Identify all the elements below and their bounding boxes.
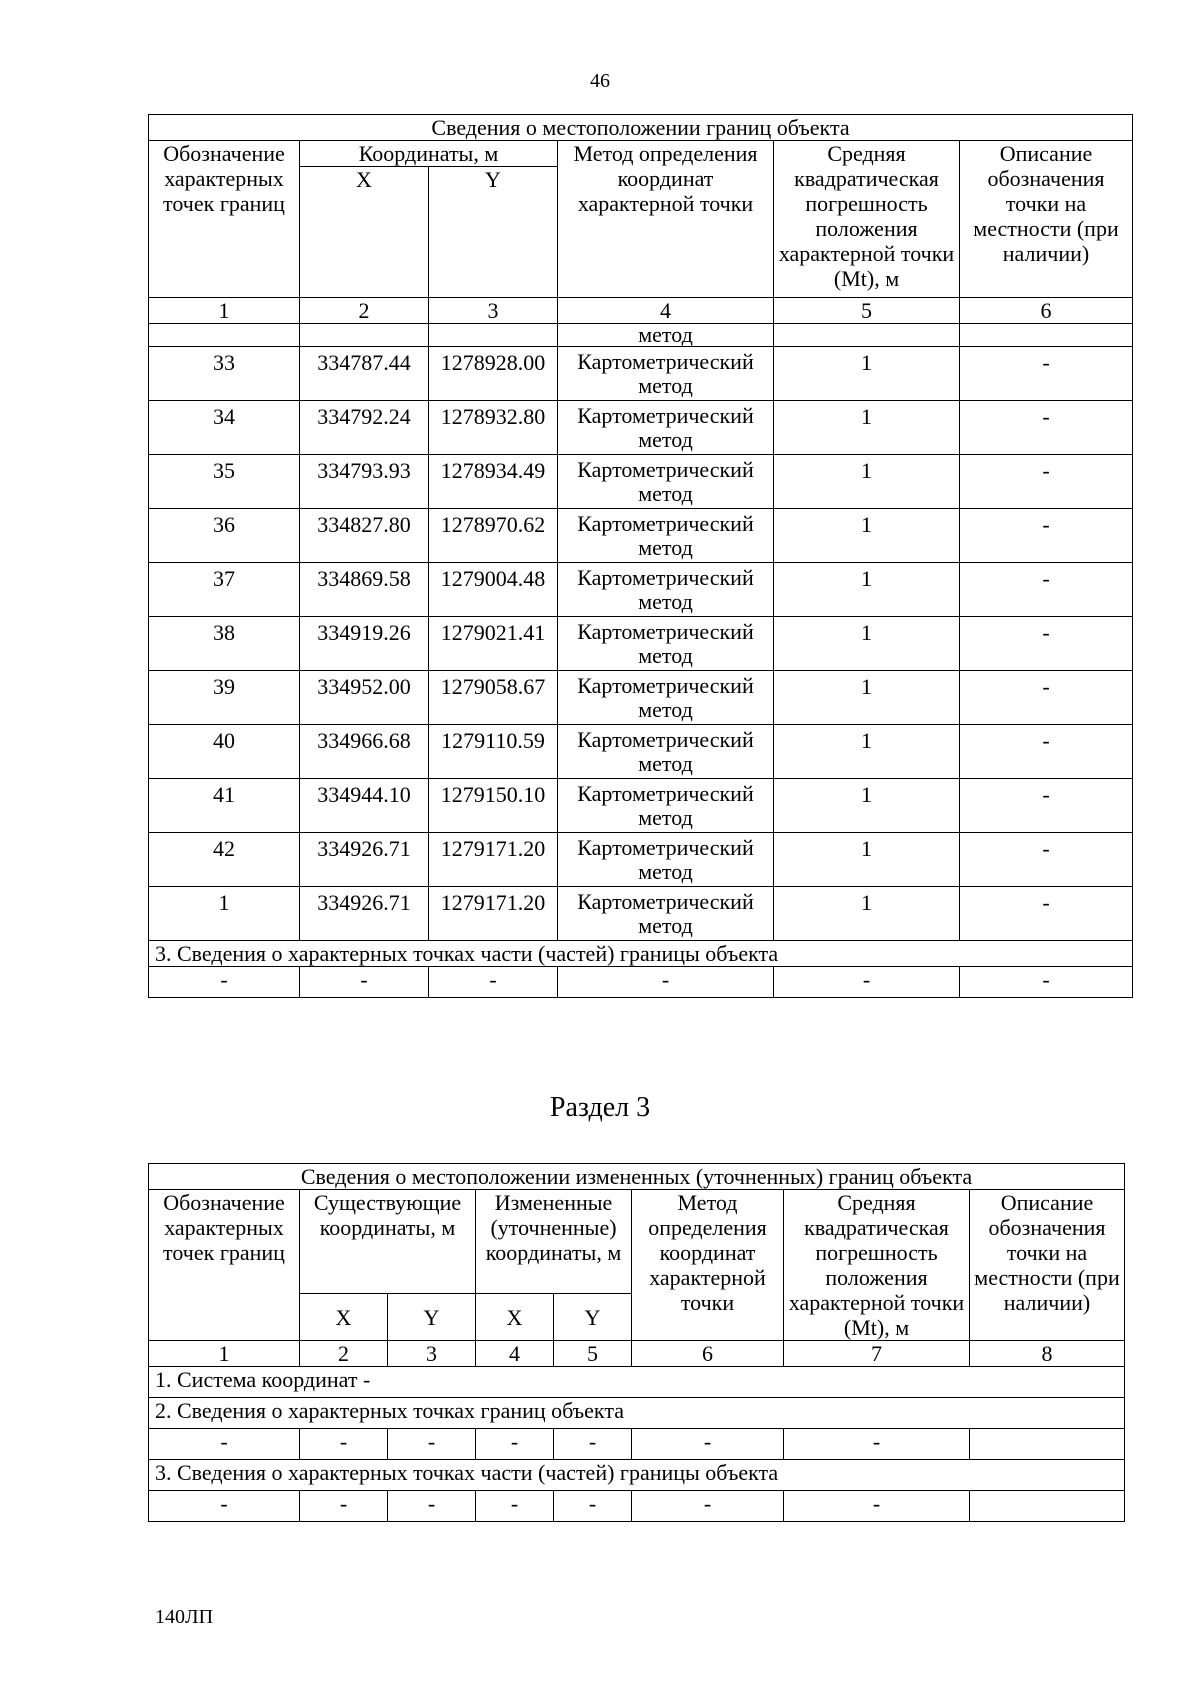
desc-cell: - bbox=[960, 671, 1133, 725]
section3-empty-row bbox=[149, 1491, 1125, 1522]
y-cell: 1279150.10 bbox=[429, 779, 558, 833]
section2-row bbox=[149, 1398, 1125, 1429]
y-cell: 1279021.41 bbox=[429, 617, 558, 671]
table-title: Сведения о местоположении границ объекта bbox=[149, 115, 1133, 141]
method-cell bbox=[558, 887, 774, 941]
method-cell bbox=[558, 779, 774, 833]
table-row bbox=[149, 509, 1133, 563]
method-line-1: Картометрический bbox=[577, 349, 754, 374]
header-x: X bbox=[300, 1294, 388, 1341]
section-title: Раздел 3 bbox=[549, 1092, 651, 1123]
continuation-method: метод bbox=[558, 324, 774, 347]
y-cell: 1279004.48 bbox=[429, 563, 558, 617]
method-line-2: метод bbox=[638, 535, 693, 560]
method-cell bbox=[558, 347, 774, 401]
header-error: Средняя квадратическая погрешность положения характерной точки (Mt), м bbox=[774, 141, 960, 298]
section3-empty-row bbox=[149, 967, 1133, 998]
section2-label: 2. Сведения о характерных точках границ объекта bbox=[149, 1398, 1125, 1429]
mt-cell: 1 bbox=[774, 725, 960, 779]
col-number: 6 bbox=[960, 298, 1133, 324]
header-desc: Описание обозначения точки на местности (при наличии) bbox=[960, 141, 1133, 298]
method-line-1: Картометрический bbox=[577, 889, 754, 914]
method-line-1: Картометрический bbox=[577, 565, 754, 590]
y-cell: 1278932.80 bbox=[429, 401, 558, 455]
empty-cell: - bbox=[149, 967, 300, 998]
x-cell: 334787.44 bbox=[300, 347, 429, 401]
coord-system-row bbox=[149, 1367, 1125, 1398]
point-cell: 1 bbox=[149, 887, 300, 941]
mt-cell: 1 bbox=[774, 347, 960, 401]
table-row bbox=[149, 671, 1133, 725]
method-line-1: Картометрический bbox=[577, 403, 754, 428]
table-title-row bbox=[149, 115, 1133, 141]
method-cell bbox=[558, 563, 774, 617]
section3-label: 3. Сведения о характерных точках части (частей) границы объекта bbox=[149, 1460, 1125, 1491]
empty-cell: - bbox=[300, 967, 429, 998]
col-number: 3 bbox=[388, 1341, 476, 1367]
point-cell: 34 bbox=[149, 401, 300, 455]
x-cell: 334944.10 bbox=[300, 779, 429, 833]
method-line-1: Картометрический bbox=[577, 781, 754, 806]
point-cell: 38 bbox=[149, 617, 300, 671]
changed-boundary-table bbox=[148, 1163, 1125, 1522]
mt-cell: 1 bbox=[774, 617, 960, 671]
method-line-1: Картометрический bbox=[577, 727, 754, 752]
point-cell: 35 bbox=[149, 455, 300, 509]
empty-cell: - bbox=[476, 1429, 554, 1460]
x-cell: 334793.93 bbox=[300, 455, 429, 509]
method-line-2: метод bbox=[638, 859, 693, 884]
col-number: 4 bbox=[558, 298, 774, 324]
method-line-1: Картометрический bbox=[577, 673, 754, 698]
desc-cell: - bbox=[960, 779, 1133, 833]
section3-label: 3. Сведения о характерных точках части (частей) границы объекта bbox=[149, 941, 1133, 967]
mt-cell: 1 bbox=[774, 671, 960, 725]
point-cell: 37 bbox=[149, 563, 300, 617]
col-number: 1 bbox=[149, 1341, 300, 1367]
point-cell: 42 bbox=[149, 833, 300, 887]
desc-cell: - bbox=[960, 887, 1133, 941]
mt-cell: 1 bbox=[774, 833, 960, 887]
header-coords: Координаты, м bbox=[300, 141, 558, 167]
method-line-2: метод bbox=[638, 373, 693, 398]
method-cell bbox=[558, 617, 774, 671]
method-line-2: метод bbox=[638, 427, 693, 452]
col-number: 3 bbox=[429, 298, 558, 324]
desc-cell: - bbox=[960, 563, 1133, 617]
empty-cell: - bbox=[149, 1491, 300, 1522]
column-numbers-row bbox=[149, 1341, 1125, 1367]
col-number: 6 bbox=[632, 1341, 784, 1367]
method-line-2: метод bbox=[638, 805, 693, 830]
method-line-2: метод bbox=[638, 913, 693, 938]
mt-cell: 1 bbox=[774, 563, 960, 617]
col-number: 5 bbox=[554, 1341, 632, 1367]
point-cell: 39 bbox=[149, 671, 300, 725]
empty-cell: - bbox=[388, 1491, 476, 1522]
section3-row bbox=[149, 941, 1133, 967]
header-row bbox=[149, 1190, 1125, 1294]
section3-row bbox=[149, 1460, 1125, 1491]
table-row bbox=[149, 401, 1133, 455]
empty-cell: - bbox=[960, 967, 1133, 998]
method-cell bbox=[558, 401, 774, 455]
mt-cell: 1 bbox=[774, 887, 960, 941]
method-line-2: метод bbox=[638, 751, 693, 776]
x-cell: 334919.26 bbox=[300, 617, 429, 671]
desc-cell: - bbox=[960, 617, 1133, 671]
y-cell: 1279058.67 bbox=[429, 671, 558, 725]
table-row bbox=[149, 563, 1133, 617]
table-row bbox=[149, 617, 1133, 671]
header-error: Средняя квадратическая погрешность положения характерной точки (Mt), м bbox=[784, 1190, 970, 1341]
empty-cell: - bbox=[300, 1491, 388, 1522]
point-cell: 33 bbox=[149, 347, 300, 401]
desc-cell: - bbox=[960, 509, 1133, 563]
empty-cell: - bbox=[784, 1491, 970, 1522]
col-number: 8 bbox=[970, 1341, 1125, 1367]
table-row bbox=[149, 887, 1133, 941]
method-cell bbox=[558, 671, 774, 725]
desc-cell: - bbox=[960, 455, 1133, 509]
table-row bbox=[149, 725, 1133, 779]
col-number: 2 bbox=[300, 1341, 388, 1367]
empty-cell: - bbox=[632, 1491, 784, 1522]
document-code: 140ЛП bbox=[155, 1606, 214, 1628]
mt-cell: 1 bbox=[774, 509, 960, 563]
mt-cell: 1 bbox=[774, 455, 960, 509]
point-cell: 40 bbox=[149, 725, 300, 779]
table-row bbox=[149, 347, 1133, 401]
empty-cell: - bbox=[632, 1429, 784, 1460]
table-row bbox=[149, 455, 1133, 509]
header-existing: Существующие координаты, м bbox=[300, 1190, 476, 1294]
method-cell bbox=[558, 833, 774, 887]
x-cell: 334792.24 bbox=[300, 401, 429, 455]
method-cell bbox=[558, 725, 774, 779]
method-line-2: метод bbox=[638, 589, 693, 614]
table-row bbox=[149, 779, 1133, 833]
method-line-2: метод bbox=[638, 697, 693, 722]
method-line-1: Картометрический bbox=[577, 457, 754, 482]
table-title-row bbox=[149, 1164, 1125, 1190]
y-cell: 1279171.20 bbox=[429, 887, 558, 941]
method-line-1: Картометрический bbox=[577, 619, 754, 644]
y-cell: 1279171.20 bbox=[429, 833, 558, 887]
header-changed: Измененные (уточненные) координаты, м bbox=[476, 1190, 632, 1294]
header-y: Y bbox=[429, 167, 558, 298]
empty-cell: - bbox=[429, 967, 558, 998]
header-y: Y bbox=[388, 1294, 476, 1341]
empty-cell: - bbox=[300, 1429, 388, 1460]
table-row bbox=[149, 833, 1133, 887]
empty-cell: - bbox=[774, 967, 960, 998]
method-line-1: Картометрический bbox=[577, 511, 754, 536]
col-number: 1 bbox=[149, 298, 300, 324]
section2-empty-row bbox=[149, 1429, 1125, 1460]
mt-cell: 1 bbox=[774, 779, 960, 833]
y-cell: 1278934.49 bbox=[429, 455, 558, 509]
point-cell: 41 bbox=[149, 779, 300, 833]
header-desc: Описание обозначения точки на местности (при наличии) bbox=[970, 1190, 1125, 1341]
desc-cell: - bbox=[960, 401, 1133, 455]
column-numbers-row bbox=[149, 298, 1133, 324]
header-y: Y bbox=[554, 1294, 632, 1341]
method-cell bbox=[558, 509, 774, 563]
col-number: 7 bbox=[784, 1341, 970, 1367]
y-cell: 1279110.59 bbox=[429, 725, 558, 779]
empty-cell: - bbox=[558, 967, 774, 998]
empty-cell bbox=[970, 1491, 1125, 1522]
empty-cell: - bbox=[476, 1491, 554, 1522]
boundary-table bbox=[148, 114, 1133, 998]
point-cell: 36 bbox=[149, 509, 300, 563]
mt-cell: 1 bbox=[774, 401, 960, 455]
method-line-2: метод bbox=[638, 481, 693, 506]
page-number: 46 bbox=[590, 70, 610, 92]
method-line-2: метод bbox=[638, 643, 693, 668]
col-number: 5 bbox=[774, 298, 960, 324]
desc-cell: - bbox=[960, 833, 1133, 887]
continuation-row bbox=[149, 324, 1133, 347]
method-line-1: Картометрический bbox=[577, 835, 754, 860]
empty-cell: - bbox=[554, 1491, 632, 1522]
header-point: Обозначение характерных точек границ bbox=[149, 141, 300, 298]
y-cell: 1278928.00 bbox=[429, 347, 558, 401]
header-x: X bbox=[476, 1294, 554, 1341]
header-x: X bbox=[300, 167, 429, 298]
x-cell: 334966.68 bbox=[300, 725, 429, 779]
desc-cell: - bbox=[960, 725, 1133, 779]
desc-cell: - bbox=[960, 347, 1133, 401]
x-cell: 334926.71 bbox=[300, 833, 429, 887]
empty-cell: - bbox=[388, 1429, 476, 1460]
header-method: Метод определения координат характерной точки bbox=[632, 1190, 784, 1341]
coord-system-label: 1. Система координат - bbox=[149, 1367, 1125, 1398]
x-cell: 334869.58 bbox=[300, 563, 429, 617]
header-point: Обозначение характерных точек границ bbox=[149, 1190, 300, 1341]
y-cell: 1278970.62 bbox=[429, 509, 558, 563]
x-cell: 334952.00 bbox=[300, 671, 429, 725]
method-cell bbox=[558, 455, 774, 509]
col-number: 4 bbox=[476, 1341, 554, 1367]
table-title: Сведения о местоположении измененных (уточненных) границ объекта bbox=[149, 1164, 1125, 1190]
x-cell: 334926.71 bbox=[300, 887, 429, 941]
empty-cell: - bbox=[784, 1429, 970, 1460]
x-cell: 334827.80 bbox=[300, 509, 429, 563]
col-number: 2 bbox=[300, 298, 429, 324]
empty-cell: - bbox=[149, 1429, 300, 1460]
empty-cell bbox=[970, 1429, 1125, 1460]
header-method: Метод определения координат характерной точки bbox=[558, 141, 774, 298]
empty-cell: - bbox=[554, 1429, 632, 1460]
header-row bbox=[149, 141, 1133, 167]
